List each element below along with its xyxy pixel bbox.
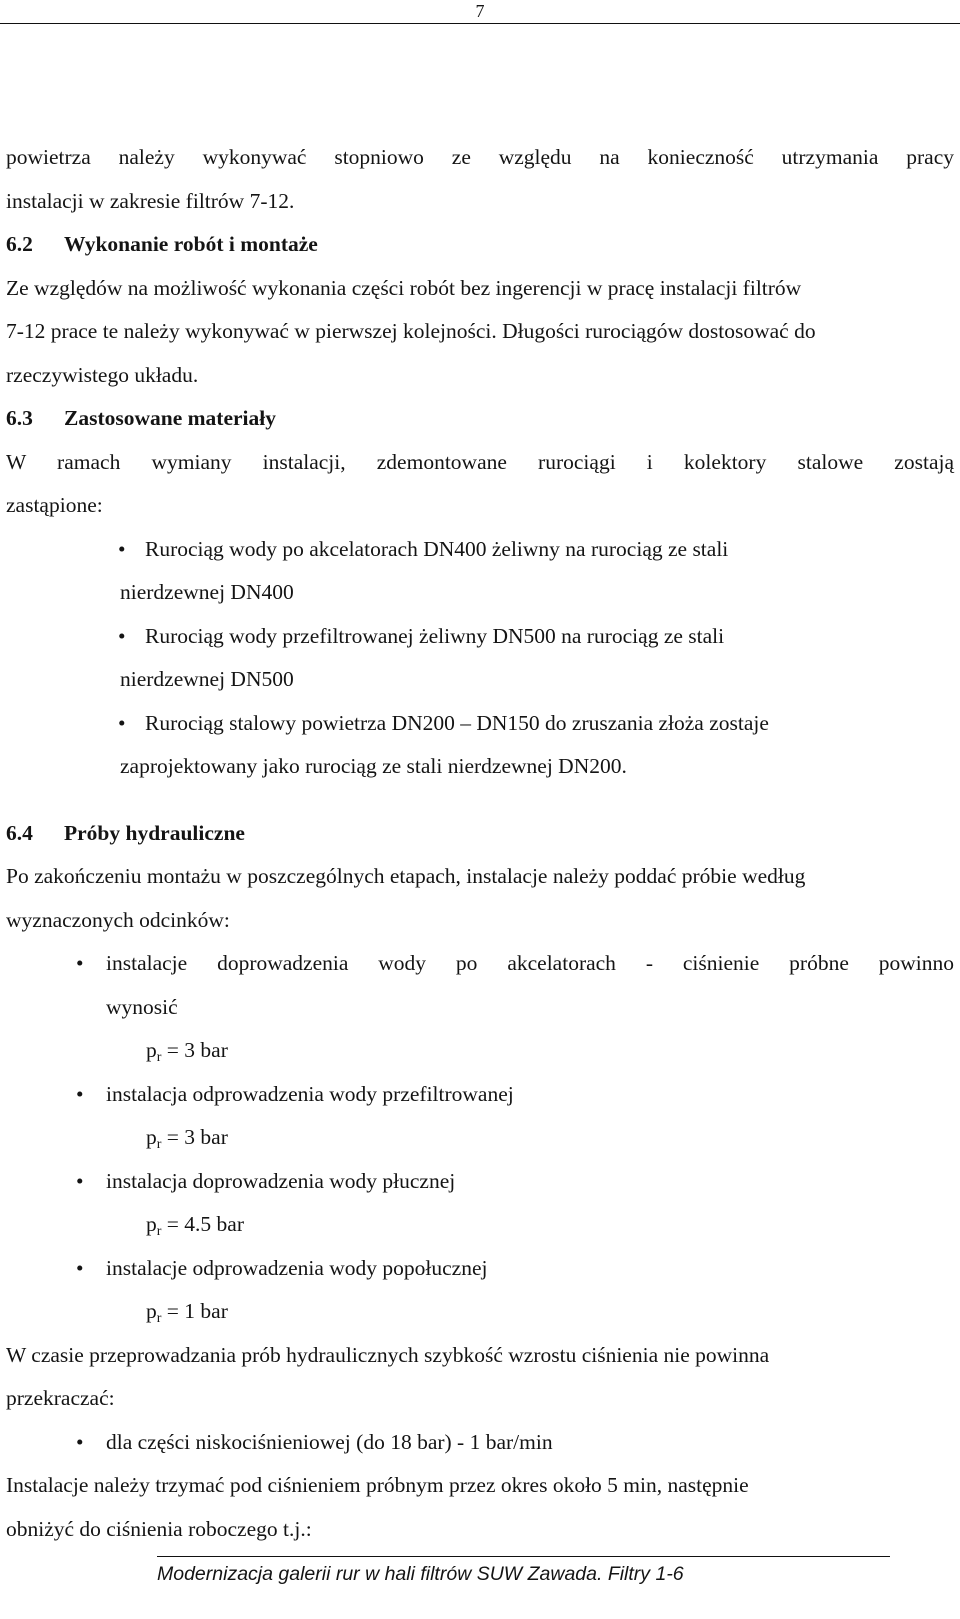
material-item-3 <box>6 702 954 746</box>
material-item-2 <box>6 615 954 659</box>
bullet-icon: • <box>118 710 126 735</box>
footer-rule <box>157 1556 890 1557</box>
list-item-text: instalacje doprowadzenia wody po akcelatorach - ciśnienie próbne powinno <box>106 951 954 975</box>
section-number: 6.2 <box>6 232 33 256</box>
bullet-icon: • <box>76 1081 84 1106</box>
section-number: 6.4 <box>6 820 33 845</box>
rate-line-1: W czasie przeprowadzania prób hydraulicznych szybkość wzrostu ciśnienia nie powinna <box>6 1342 770 1367</box>
bullet-icon: • <box>76 951 84 975</box>
s63-line-2: zastąpione: <box>6 493 103 517</box>
list-item-text: dla części niskociśnieniowej (do 18 bar) - 1 bar/min <box>106 1429 553 1454</box>
s62-line-1: Ze względów na możliwość wykonania części robót bez ingerencji w pracę instalacji filtrów <box>6 275 802 300</box>
section-title: Zastosowane materiały <box>64 406 276 430</box>
section-title: Próby hydrauliczne <box>64 820 245 845</box>
test-pressure-4: $p_r = 1$ bar <box>146 1299 228 1326</box>
list-item-text: Rurociąg stalowy powietrza DN200 – DN150 do zruszania złoża zostaje <box>145 710 769 735</box>
list-item-text: Rurociąg wody przefiltrowanej żeliwny DN500 na rurociąg ze stali <box>145 623 725 648</box>
test-item-3 <box>6 1160 954 1204</box>
document-body <box>6 136 954 1551</box>
bullet-icon: • <box>118 623 126 648</box>
section-heading-6-3 <box>6 397 954 441</box>
list-item-text: instalacja odprowadzenia wody przefiltrowanej <box>106 1081 514 1106</box>
test-item-1 <box>6 942 954 986</box>
material-item-1 <box>6 528 954 572</box>
material-item-2-cont: nierdzewnej DN500 <box>120 667 294 691</box>
page-footer: Modernizacja galerii rur w hali filtrów SUW Zawada. Filtry 1-6 <box>157 1563 684 1585</box>
rate-line-2: przekraczać: <box>6 1386 115 1410</box>
page-number: 7 <box>475 1 485 21</box>
test-item-1-cont: wynosić <box>106 994 178 1019</box>
s62-line-2: 7-12 prace te należy wykonywać w pierwszej kolejności. Długości rurociągów dostosować do <box>6 319 816 343</box>
test-item-4 <box>6 1247 954 1291</box>
intro-line-1: powietrza należy wykonywać stopniowo ze względu na konieczność utrzymania pracy <box>6 145 954 169</box>
test-item-2 <box>6 1073 954 1117</box>
bullet-icon: • <box>76 1429 84 1454</box>
section-title: Wykonanie robót i montaże <box>64 232 318 256</box>
section-number: 6.3 <box>6 406 33 430</box>
header-rule <box>0 23 960 24</box>
section-heading-6-2 <box>6 223 954 267</box>
s63-line-1: W ramach wymiany instalacji, zdemontowane rurociągi i kolektory stalowe zostają <box>6 449 954 474</box>
intro-line-2: instalacji w zakresie filtrów 7-12. <box>6 188 295 213</box>
bullet-icon: • <box>76 1168 84 1193</box>
bullet-icon: • <box>76 1255 84 1280</box>
s64-line-2: wyznaczonych odcinków: <box>6 907 230 932</box>
s64-line-1: Po zakończeniu montażu w poszczególnych etapach, instalacje należy poddać próbie według <box>6 864 806 888</box>
test-pressure-2: $p_r = 3$ bar <box>146 1125 228 1152</box>
test-pressure-1: $p_r = 3$ bar <box>146 1038 228 1065</box>
list-item-text: instalacje odprowadzenia wody popołucznej <box>106 1255 488 1280</box>
section-heading-6-4 <box>6 812 954 856</box>
bullet-icon: • <box>118 536 126 561</box>
test-pressure-3: $p_r = 4.5$ bar <box>146 1212 244 1239</box>
material-item-1-cont: nierdzewnej DN400 <box>120 580 294 604</box>
rate-item <box>6 1421 954 1465</box>
hold-line-2: obniżyć do ciśnienia roboczego t.j.: <box>6 1516 312 1541</box>
hold-line-1: Instalacje należy trzymać pod ciśnieniem próbnym przez okres około 5 min, następnie <box>6 1473 749 1497</box>
material-item-3-cont: zaprojektowany jako rurociąg ze stali nierdzewnej DN200. <box>120 754 627 778</box>
s62-line-3: rzeczywistego układu. <box>6 362 199 387</box>
list-item-text: Rurociąg wody po akcelatorach DN400 żeliwny na rurociąg ze stali <box>145 536 729 561</box>
list-item-text: instalacja doprowadzenia wody płucznej <box>106 1168 456 1193</box>
